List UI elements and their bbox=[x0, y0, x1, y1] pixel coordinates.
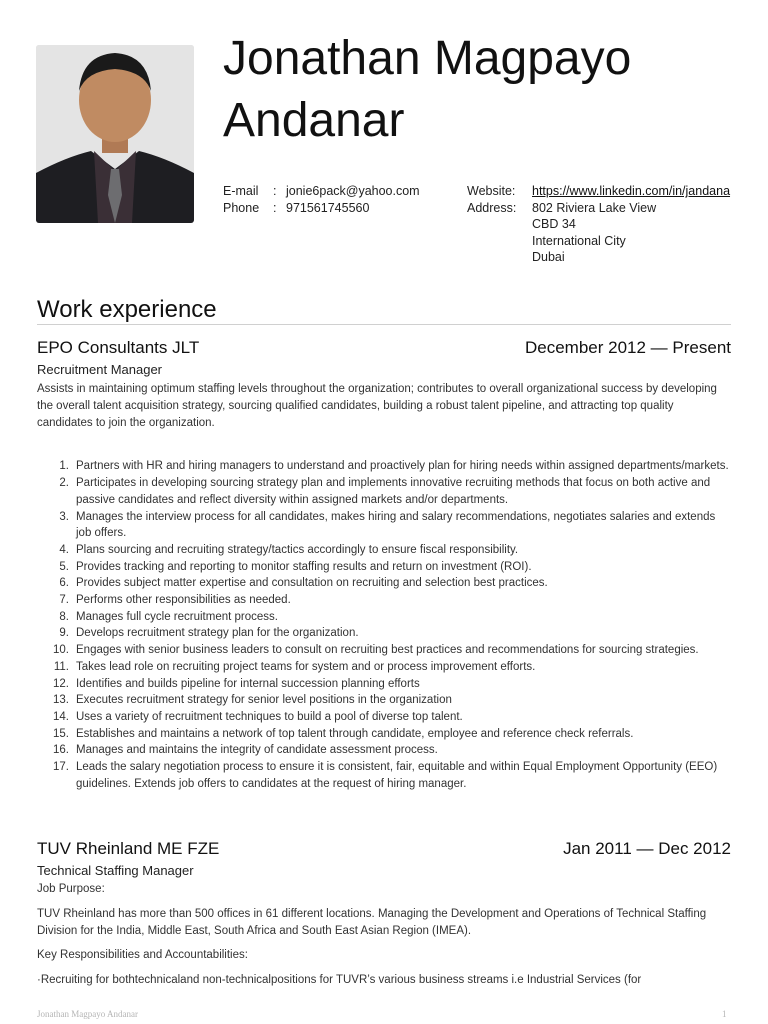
duty-item bbox=[37, 458, 731, 475]
website-row bbox=[467, 183, 730, 200]
duty-number: 6. bbox=[59, 577, 69, 590]
duty-text: Plans sourcing and recruiting strategy/tactics accordingly to ensure fiscal responsibility. bbox=[76, 543, 519, 556]
job-dates: Jan 2011 — Dec 2012 bbox=[563, 839, 731, 858]
job-role: Technical Staffing Manager bbox=[37, 863, 194, 878]
duty-number: 11. bbox=[53, 660, 69, 673]
duty-item bbox=[37, 625, 731, 642]
profile-photo-image bbox=[36, 45, 194, 223]
duty-item bbox=[37, 642, 731, 659]
duty-item bbox=[37, 676, 731, 693]
duty-number: 17. bbox=[53, 761, 69, 774]
duty-number: 8. bbox=[59, 610, 69, 623]
phone-label: Phone bbox=[223, 200, 260, 215]
email-value[interactable]: jonie6pack@yahoo.com bbox=[286, 184, 420, 198]
duty-number: 14. bbox=[53, 710, 69, 723]
job-header bbox=[37, 839, 731, 859]
duty-item bbox=[37, 726, 731, 743]
key-responsibility-item: ·Recruiting for bothtechnicaland non-technicalpositions for TUVR’s various business streams i.e Industrial Services (for bbox=[37, 974, 642, 987]
candidate-name-line1: Jonathan Magpayo bbox=[223, 32, 632, 85]
duty-number: 10. bbox=[53, 644, 69, 657]
job-entry-tuv bbox=[37, 839, 731, 989]
job-header bbox=[37, 338, 731, 358]
contact-primary bbox=[223, 183, 420, 216]
duty-item bbox=[37, 759, 731, 792]
duty-item bbox=[37, 659, 731, 676]
duty-item bbox=[37, 709, 731, 726]
website-link[interactable]: https://www.linkedin.com/in/jandana bbox=[532, 184, 731, 198]
candidate-name-line2: Andanar bbox=[223, 94, 405, 147]
duty-number: 12. bbox=[53, 677, 69, 690]
duty-number: 5. bbox=[59, 560, 69, 573]
duty-number: 15. bbox=[53, 727, 69, 740]
address-line: Dubai bbox=[532, 250, 565, 264]
duty-item bbox=[37, 509, 731, 542]
duty-number: 1. bbox=[59, 460, 69, 473]
duty-item bbox=[37, 609, 731, 626]
duty-item bbox=[37, 692, 731, 709]
address-line: CBD 34 bbox=[532, 217, 576, 231]
address-line: International City bbox=[532, 233, 626, 248]
duty-text: Manages the interview process for all candidates, makes hiring and salary recommendations, negotiates salaries and extends job offers. bbox=[76, 510, 716, 540]
duty-text: Executes recruitment strategy for senior level positions in the organization bbox=[76, 694, 452, 707]
contact-secondary bbox=[467, 183, 730, 266]
job-summary: Assists in maintaining optimum staffing levels throughout the organization; contributes to overall organizational success by developing the overall talent acquisition strategy, sourcing qualified candidates, building a robust talent pipeline, and attracting top quality candidates to join the organization. bbox=[37, 383, 717, 429]
duty-text: Leads the salary negotiation process to ensure it is consistent, fair, equitable and within Equal Employment Opportunity (EEO) guidelines. Extends job offers to candidates at the request of hiring manager. bbox=[76, 761, 718, 790]
duty-text: Provides subject matter expertise and consultation on recruiting and selection best practices. bbox=[76, 577, 548, 590]
address-line: 802 Riviera Lake View bbox=[532, 200, 657, 215]
address-row bbox=[467, 200, 730, 266]
duty-text: Establishes and maintains a network of top talent through candidate, employee and reference check referrals. bbox=[76, 727, 634, 740]
duty-item bbox=[37, 542, 731, 559]
duty-number: 13. bbox=[53, 694, 69, 707]
duty-number: 9. bbox=[59, 627, 69, 640]
phone-row bbox=[223, 200, 420, 217]
duty-text: Provides tracking and reporting to monitor staffing results and return on investment (ROI). bbox=[76, 560, 532, 573]
address-lines bbox=[532, 200, 656, 266]
duty-text: Engages with senior business leaders to consult on recruiting best practices and recommendations for sourcing strategies. bbox=[76, 644, 699, 657]
key-responsibilities-label: Key Responsibilities and Accountabilities: bbox=[37, 949, 248, 962]
profile-photo bbox=[36, 45, 194, 223]
footer-page-number: 1 bbox=[722, 1009, 727, 1019]
duty-item bbox=[37, 575, 731, 592]
job-duties-list bbox=[37, 458, 731, 792]
job-purpose-text: TUV Rheinland has more than 500 offices in 61 different locations. Managing the Development and Operations of Technical Staffing Division for the India, Middle East, South Africa and South East Asian Region (IMEA). bbox=[37, 907, 707, 937]
duty-item bbox=[37, 592, 731, 609]
duty-number: 7. bbox=[59, 594, 69, 607]
job-entry-epo bbox=[37, 338, 731, 792]
duty-text: Manages full cycle recruitment process. bbox=[76, 610, 278, 623]
address-label: Address: bbox=[467, 200, 517, 215]
job-dates: December 2012 — Present bbox=[525, 338, 731, 357]
duty-text: Performs other responsibilities as needed. bbox=[76, 594, 291, 607]
website-label: Website: bbox=[467, 184, 516, 198]
duty-text: Takes lead role on recruiting project teams for system and or process improvement efforts. bbox=[76, 660, 536, 673]
email-row bbox=[223, 183, 420, 200]
work-experience-heading: Work experience bbox=[37, 296, 731, 325]
footer-name: Jonathan Magpayo Andanar bbox=[37, 1009, 138, 1019]
candidate-name bbox=[223, 28, 743, 152]
duty-text: Partners with HR and hiring managers to understand and proactively plan for hiring needs within assigned departments/markets. bbox=[76, 460, 729, 473]
email-label: E-mail bbox=[223, 184, 259, 198]
duty-item bbox=[37, 475, 731, 508]
duty-text: Participates in developing sourcing strategy plan and implements innovative recruiting methods that focus on both active and passive candidates and reflect diversity within assigned markets and/or departments. bbox=[76, 477, 711, 506]
duty-item bbox=[37, 559, 731, 576]
phone-separator: : bbox=[273, 200, 277, 215]
job-role: Recruitment Manager bbox=[37, 362, 162, 377]
email-separator: : bbox=[273, 184, 277, 198]
duty-number: 2. bbox=[59, 477, 69, 490]
duty-number: 3. bbox=[59, 510, 69, 523]
phone-value: 971561745560 bbox=[286, 200, 370, 215]
duty-text: Uses a variety of recruitment techniques to build a pool of diverse top talent. bbox=[76, 710, 463, 723]
duty-item bbox=[37, 742, 731, 759]
duty-text: Identifies and builds pipeline for internal succession planning efforts bbox=[76, 677, 420, 690]
job-purpose-label: Job Purpose: bbox=[37, 883, 105, 895]
job-company: EPO Consultants JLT bbox=[37, 338, 200, 357]
duty-text: Develops recruitment strategy plan for the organization. bbox=[76, 627, 359, 640]
duty-text: Manages and maintains the integrity of candidate assessment process. bbox=[76, 744, 438, 757]
job-company: TUV Rheinland ME FZE bbox=[37, 839, 220, 858]
duty-number: 4. bbox=[59, 543, 69, 556]
duty-number: 16. bbox=[53, 744, 69, 757]
